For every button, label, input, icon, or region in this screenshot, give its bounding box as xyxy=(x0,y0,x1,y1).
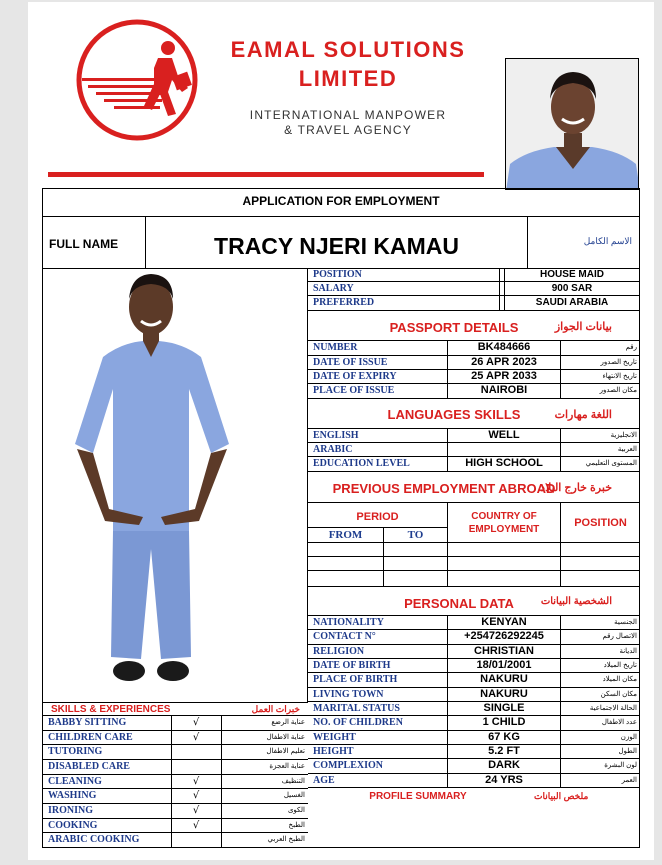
full-name-label-ar: الاسم الكامل xyxy=(583,236,632,246)
skill-check-mark: √ xyxy=(192,775,200,787)
personal-row xyxy=(308,630,640,644)
personal-row-label-ar: الوزن xyxy=(620,733,637,741)
personal-row xyxy=(308,774,640,788)
full-name-value: TRACY NJERI KAMAU xyxy=(214,233,459,259)
skill-label-ar: عناية الاطفال xyxy=(266,733,305,741)
passport-title-ar: بيانات الجواز xyxy=(554,321,612,333)
passport-photo xyxy=(505,58,639,190)
skills-header xyxy=(43,702,308,716)
skill-check-mark: √ xyxy=(192,717,200,728)
title-divider xyxy=(42,216,640,217)
languages-title-ar: اللغة مهارات xyxy=(554,409,612,421)
header-red-rule xyxy=(48,172,484,177)
languages-title: LANGUAGES SKILLS xyxy=(387,407,521,422)
profile-summary-label-ar: ملخص البيانات xyxy=(534,791,589,801)
skill-label-ar: تعليم الاطفال xyxy=(266,748,305,756)
skills-table xyxy=(43,702,308,848)
personal-row-label-ar: الحالة الاجتماعية xyxy=(589,705,637,712)
personal-row-label: PLACE OF BIRTH xyxy=(313,674,398,686)
skill-label: IRONING xyxy=(48,805,94,816)
personal-row xyxy=(308,702,640,716)
salary-row: SALARY 900 SAR xyxy=(308,282,640,296)
skill-row xyxy=(43,716,308,731)
company-tagline xyxy=(208,108,488,138)
preferred-row: PREFERRED SAUDI ARABIA xyxy=(308,296,640,311)
skill-check-mark: √ xyxy=(192,819,200,831)
arabic-row: ARABIC العربية xyxy=(308,443,640,457)
personal-row-value: 67 KG xyxy=(488,730,520,743)
skill-check-mark: √ xyxy=(192,790,200,802)
personal-row-label-ar: الديانة xyxy=(619,647,637,655)
personal-row-label-ar: الجنسية xyxy=(614,619,637,626)
skill-label: TUTORING xyxy=(48,746,103,758)
skills-title: SKILLS & EXPERIENCES xyxy=(51,704,171,715)
profile-summary-row xyxy=(308,788,640,806)
previous-employment-title: PREVIOUS EMPLOYMENT ABROAD xyxy=(332,481,556,496)
details-column xyxy=(308,268,640,848)
from-header: FROM xyxy=(328,529,363,541)
personal-row-label: RELIGION xyxy=(313,645,365,657)
skill-row xyxy=(43,775,308,790)
personal-row xyxy=(308,616,640,630)
skill-row xyxy=(43,833,308,848)
previous-employment-header xyxy=(308,472,640,503)
personal-row-value: NAKURU xyxy=(480,687,528,700)
skill-check-mark: √ xyxy=(192,805,200,816)
personal-title: PERSONAL DATA xyxy=(404,596,514,611)
skill-row xyxy=(43,731,308,746)
skill-label-ar: التنظيف xyxy=(281,777,305,785)
personal-row-label: MARITAL STATUS xyxy=(313,703,400,714)
skill-label-ar: الطبخ العربي xyxy=(267,836,305,844)
personal-row xyxy=(308,716,640,730)
country-header-line2: EMPLOYMENT xyxy=(468,524,540,535)
passport-number-row: NUMBER BK484666 رقم xyxy=(308,341,640,356)
languages-header xyxy=(308,399,640,429)
personal-row-label-ar: مكان السكن xyxy=(600,690,637,698)
personal-row xyxy=(308,659,640,673)
personal-row xyxy=(308,745,640,759)
skill-label: COOKING xyxy=(48,819,98,831)
personal-row-value: NAKURU xyxy=(480,673,528,686)
personal-row-label: NO. OF CHILDREN xyxy=(313,717,403,729)
personal-row xyxy=(308,731,640,745)
position-row: POSITION HOUSE MAID xyxy=(308,268,640,282)
application-form-page xyxy=(28,2,654,860)
position-block xyxy=(308,268,640,311)
personal-row xyxy=(308,673,640,687)
profile-summary-label: PROFILE SUMMARY xyxy=(369,791,467,802)
personal-rows xyxy=(308,616,640,788)
personal-row-label-ar: لون البشرة xyxy=(604,762,637,770)
passport-expiry-row: DATE OF EXPIRY 25 APR 2033 تاريخ الانتهاء xyxy=(308,370,640,384)
personal-row-label: NATIONALITY xyxy=(313,617,384,628)
personal-row-value: DARK xyxy=(488,759,520,772)
skill-row xyxy=(43,760,308,775)
skill-label: BABBY SITTING xyxy=(48,717,127,728)
personal-row-label-ar: تاريخ الميلاد xyxy=(603,662,637,669)
languages-rows xyxy=(308,429,640,472)
skill-check-mark: √ xyxy=(192,731,200,743)
personal-row-value: 18/01/2001 xyxy=(476,659,532,671)
company-name-line2: LIMITED xyxy=(298,66,398,91)
personal-title-ar: الشخصية البيانات xyxy=(540,596,612,607)
passport-issue-row: DATE OF ISSUE 26 APR 2023 تاريخ الصدور xyxy=(308,356,640,370)
english-row: ENGLISH WELL الانجليزية xyxy=(308,429,640,443)
skills-title-ar: خبرات العمل xyxy=(251,704,300,714)
skill-label: ARABIC COOKING xyxy=(48,834,140,846)
personal-row-label-ar: الطول xyxy=(618,748,637,755)
position-header: POSITION xyxy=(574,517,627,529)
personal-row-label-ar: عدد الاطفال xyxy=(601,719,637,727)
passport-header xyxy=(308,311,640,341)
personal-header xyxy=(308,587,640,616)
skill-label-ar: عناية الرضع xyxy=(271,719,305,726)
personal-row-label-ar: العمر xyxy=(621,776,637,784)
skill-label: CLEANING xyxy=(48,775,102,787)
personal-row xyxy=(308,759,640,773)
personal-row-label: HEIGHT xyxy=(313,746,354,757)
passport-title: PASSPORT DETAILS xyxy=(389,320,519,335)
tagline-line1: INTERNATIONAL MANPOWER xyxy=(249,108,447,122)
personal-row-label: CONTACT N° xyxy=(313,631,376,643)
skill-row xyxy=(43,745,308,760)
personal-row-label: COMPLEXION xyxy=(313,760,383,772)
full-name-label: FULL NAME xyxy=(49,237,119,251)
skill-label: WASHING xyxy=(48,790,97,802)
skill-label-ar: الكوى xyxy=(287,807,305,814)
skill-label-ar: عناية العجزة xyxy=(269,763,305,770)
company-name-line1: EAMAL SOLUTIONS xyxy=(230,37,466,62)
previous-employment-table xyxy=(308,503,640,587)
company-name xyxy=(208,35,488,93)
skill-label-ar: الطبخ xyxy=(288,821,305,829)
education-row: EDUCATION LEVEL HIGH SCHOOL المستوى التعليمي xyxy=(308,457,640,472)
passport-rows xyxy=(308,341,640,399)
personal-row-value: 1 CHILD xyxy=(482,716,526,729)
personal-row-label: DATE OF BIRTH xyxy=(313,660,391,671)
skill-row xyxy=(43,819,308,834)
personal-row-value: 5.2 FT xyxy=(488,745,520,757)
form-title: APPLICATION FOR EMPLOYMENT xyxy=(242,194,440,208)
personal-row-value: KENYAN xyxy=(481,616,527,628)
personal-row-label-ar: الاتصال رقم xyxy=(602,633,637,641)
personal-row-label: AGE xyxy=(313,774,335,786)
skill-label: CHILDREN CARE xyxy=(48,731,133,743)
skill-label-ar: الغسيل xyxy=(283,792,305,800)
personal-row-value: SINGLE xyxy=(483,702,525,714)
skills-rows xyxy=(43,716,308,848)
personal-row-value: +254726292245 xyxy=(464,630,544,643)
skill-label: DISABLED CARE xyxy=(48,761,130,772)
personal-row-value: 24 YRS xyxy=(485,773,523,786)
personal-row-label: LIVING TOWN xyxy=(313,688,384,700)
tagline-line2: & TRAVEL AGENCY xyxy=(284,123,412,137)
previous-employment-title-ar: خبرة خارج البلاد xyxy=(540,482,612,494)
personal-row xyxy=(308,688,640,702)
skill-row xyxy=(43,789,308,804)
skill-row xyxy=(43,804,308,819)
period-header: PERIOD xyxy=(356,511,399,523)
personal-row-label-ar: مكان الميلاد xyxy=(602,676,637,684)
personal-row-label: WEIGHT xyxy=(313,731,356,743)
personal-row xyxy=(308,645,640,659)
company-logo xyxy=(68,18,206,141)
country-header-line1: COUNTRY OF xyxy=(471,511,537,522)
personal-row-value: CHRISTIAN xyxy=(474,644,534,657)
to-header: TO xyxy=(407,529,424,541)
country-header xyxy=(448,510,560,536)
passport-place-row: PLACE OF ISSUE NAIROBI مكان الصدور xyxy=(308,384,640,399)
